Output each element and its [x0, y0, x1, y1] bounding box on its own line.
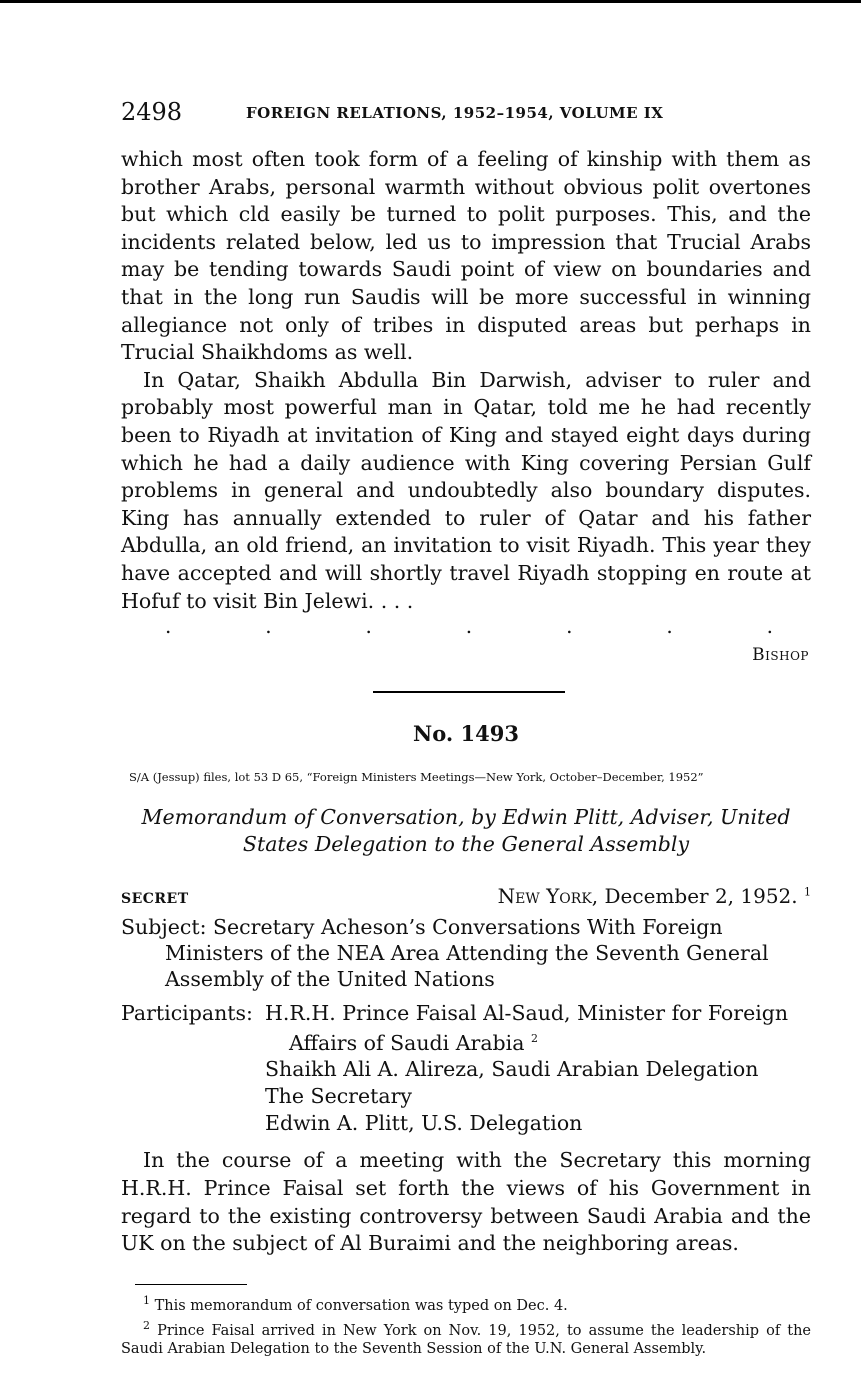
document-number: No. 1493 [413, 720, 519, 746]
participant: Edwin A. Plitt, U.S. Delegation [265, 1111, 583, 1136]
page-header [121, 98, 811, 128]
participant-text: H.R.H. Prince Faisal Al-Saud, Minister for Foreign Affairs of Saudi Arabia [265, 1000, 789, 1055]
dateline [121, 884, 811, 908]
paragraph: In Qatar, Shaikh Abdulla Bin Darwish, adviser to ruler and probably most powerful man in Qatar, told me he had recently been to Riyadh at invitation of King and stayed eight days during which he had a daily audience with King covering Persian Gulf problems in general and undoubtedly also boundary disputes. King has annually extended to ruler of Qatar and his father Abdulla, an old friend, an invitation to visit Riyadh. This year they have accepted and will shortly travel Riyadh stopping en route at Hofuf to visit Bin Jelewi. . . . [121, 367, 811, 613]
footnote [121, 1316, 811, 1360]
date: December 2, 1952. [604, 883, 798, 908]
footnote-ref: 2 [531, 1031, 538, 1045]
section-divider [373, 691, 565, 693]
paragraph: In the course of a meeting with the Secretary this morning H.R.H. Prince Faisal set forth the views of his Government in regard to the existing controversy between Saudi Arabia and the UK on the subject of Al Buraimi and the neighboring areas. [121, 1148, 811, 1256]
ellipsis-dot: . [165, 614, 172, 639]
participant: Shaikh Ali A. Alireza, Saudi Arabian Delegation [265, 1057, 759, 1082]
ellipsis-dot: . [566, 614, 573, 639]
ellipsis-dot: . [666, 614, 673, 639]
document-body [121, 1147, 811, 1257]
classification: SECRET [121, 890, 189, 907]
source-note: S/A (Jessup) files, lot 53 D 65, “Foreign Ministers Meetings—New York, October–December, 1952” [129, 769, 704, 784]
signature [121, 645, 811, 665]
signer-name: Bishop [752, 645, 809, 666]
ellipsis-dot: . [766, 614, 773, 639]
footnotes [121, 1291, 811, 1360]
subject-line: Subject: Secretary Acheson’s Conversations With Foreign Ministers of the NEA Area Attending the Seventh General Assembly of the United Nations [121, 914, 769, 991]
document-title: Memorandum of Conversation, by Edwin Plitt, Adviser, United States Delegation to the General Assembly [141, 804, 791, 856]
paragraph: which most often took form of a feeling of kinship with them as brother Arabs, personal warmth without obvious polit overtones but which cld easily be turned to polit purposes. This, and the incidents related below, led us to impression that Trucial Arabs may be tending towards Saudi point of view on boundaries and that in the long run Saudis will be more successful in winning allegiance not only of tribes in disputed areas but perhaps in Trucial Shaikhdoms as well. [121, 147, 811, 365]
participants-list [265, 1000, 811, 1138]
page [121, 98, 811, 1359]
participants-label: Participants: [121, 1000, 253, 1025]
place: New York, [497, 883, 599, 908]
place-date [498, 884, 811, 908]
ellipsis-dot: . [465, 614, 473, 639]
running-head: FOREIGN RELATIONS, 1952–1954, VOLUME IX [246, 104, 664, 122]
ellipsis-row [121, 614, 811, 641]
footnote-divider [135, 1284, 247, 1285]
participant: The Secretary [265, 1084, 412, 1109]
participant [265, 1000, 811, 1056]
footnote-ref: 1 [804, 884, 811, 898]
page-number: 2498 [121, 98, 183, 126]
footnote-text: Prince Faisal arrived in New York on Nov. 19, 1952, to assume the leadership of the Saudi Arabian Delegation to the Seventh Session of the U.N. General Assembly. [121, 1322, 811, 1358]
footnote-mark: 1 [143, 1293, 150, 1307]
participants [121, 1000, 811, 1138]
ellipsis-dot: . [365, 614, 372, 639]
ellipsis-dot: . [265, 614, 272, 639]
page-top-border [0, 0, 861, 3]
footnote [121, 1291, 811, 1316]
previous-document-text [121, 146, 811, 615]
footnote-text: This memorandum of conversation was typed on Dec. 4. [154, 1297, 568, 1314]
footnote-mark: 2 [143, 1318, 150, 1332]
